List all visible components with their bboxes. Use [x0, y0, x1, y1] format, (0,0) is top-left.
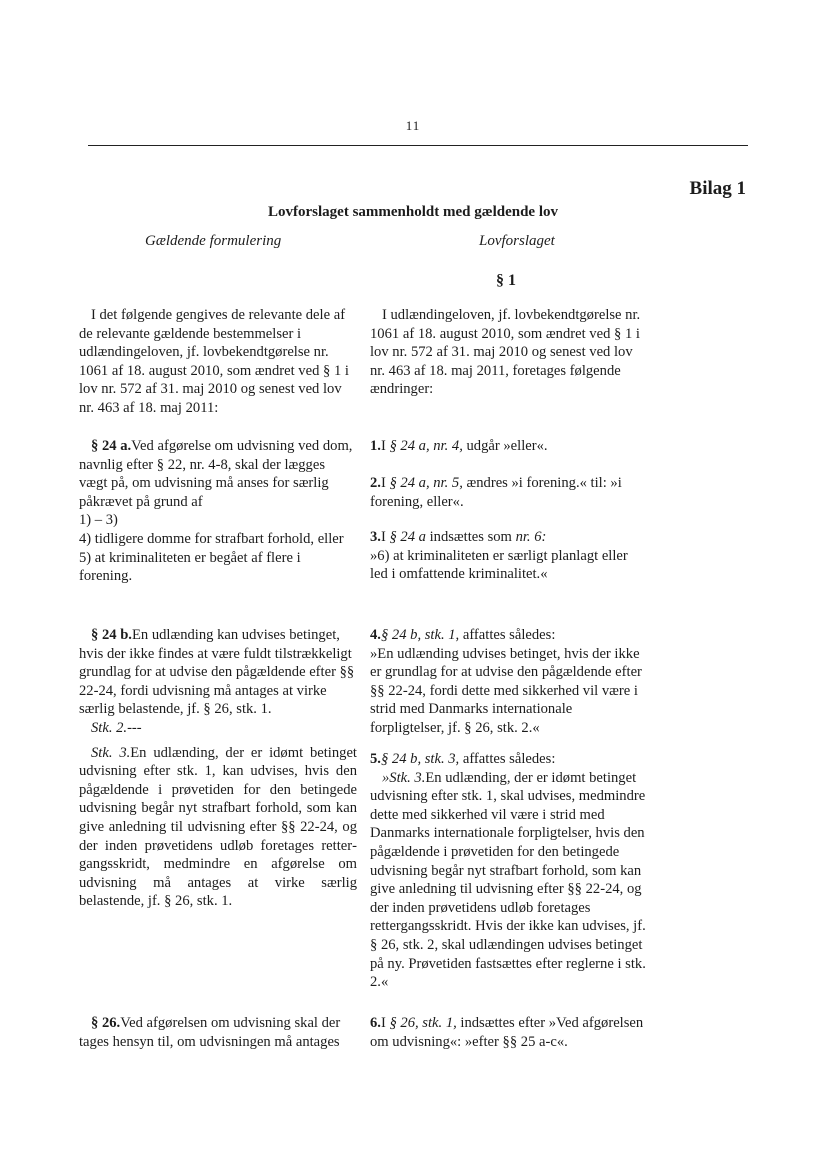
- amendment-4: [370, 626, 648, 738]
- amendment-4-body: »En udlænding udvises betinget, hvis der ikke er grundlag for at udvise den pågældende efter §§ 22-24, fordi dette med sikkerhed vil være i strid med Danmarks internationale forpligtelser, jf. § 26, stk. 2.«: [370, 645, 642, 736]
- amendment-3-prefix: I: [380, 529, 390, 545]
- intro-right-text: I udlændingeloven, jf. lovbekendtgørelse nr. 1061 af 18. august 2010, som ændret ved § 1 i lov nr. 572 af 31. maj 2010 og senest ved lov nr. 463 af 18. maj 2011, foretages følgende ændringer:: [370, 307, 641, 398]
- amendment-5-reference: § 24 b, stk. 3,: [380, 751, 460, 767]
- amendment-3-text: »6) at kriminaliteten er særligt planlagt eller led i omfattende kriminalitet.«: [370, 547, 628, 583]
- amendment-5-body-label: »Stk. 3.: [382, 769, 426, 786]
- section-24a-item-4: 4) tidligere domme for strafbart forhold, eller: [79, 530, 344, 547]
- amendment-4-number: 4.: [370, 627, 381, 643]
- amendment-6: [370, 1014, 648, 1051]
- section-26-current: [79, 1014, 357, 1051]
- section-24a-label: § 24 a.: [91, 438, 132, 454]
- amendment-5-body: En udlænding, der er idømt betinget udvisning efter stk. 1, skal udvises, medmindre dette med sikkerhed vil være i strid med Danmarks internationale forpligtelser, hvis den pågældende i prøvetiden for den betingede udvisning begår nyt strafbart forhold, som kan give anledning til udvisning efter §§ 22-24, og der inden prøvetidens udløb foretages rettergangsskridt. Hvis der ikke kan udvises, jf. § 26, stk. 2, skal udlændingen udvises betinget på ny. Prøvetiden fastsættes efter reglerne i stk. 2.«: [370, 769, 646, 991]
- section-24b-stk3-label: Stk. 3.: [91, 744, 131, 761]
- amendment-6-reference: § 26, stk. 1,: [389, 1015, 457, 1031]
- amendment-6-text: indsættes efter »Ved afgørelsen om udvisning«: »efter §§ 25 a-c«.: [370, 1015, 644, 1050]
- intro-current-law: [79, 306, 357, 418]
- document-title: Lovforslaget sammenholdt med gældende lov: [268, 204, 558, 220]
- amendment-1-text: udgår »eller«.: [462, 438, 548, 454]
- amendment-3-reference-2: nr. 6:: [515, 529, 547, 545]
- amendment-2-reference: § 24 a, nr. 5,: [389, 475, 463, 491]
- section-24b-stk3-text: En udlænding, der er idømt betinget udvisning efter stk. 1, kan udvises, hvis den pågældende i prøvetiden for den betingede udvisning begår nyt strafbart forhold, som kan give anledning til udvisning efter §§ 22-24, og der inden prøvetidens udløb foretages rettergangsskridt, medmindre en afgørelse om udvisning må antages at virke særlig belastende, jf. § 26, stk. 1.: [79, 744, 357, 910]
- section-24b-stk2: Stk. 2.---: [91, 719, 142, 736]
- amendment-4-reference: § 24 b, stk. 1,: [380, 627, 460, 643]
- amendment-4-text: affattes således:: [459, 627, 556, 643]
- amendment-1-number: 1.: [370, 438, 381, 454]
- amendment-2: [370, 474, 648, 511]
- left-column-heading: Gældende formulering: [145, 233, 282, 249]
- intro-proposal: [370, 306, 648, 399]
- amendment-1-reference: § 24 a, nr. 4,: [389, 438, 463, 454]
- section-heading: § 1: [496, 272, 516, 289]
- right-column-heading: Lovforslaget: [479, 233, 555, 249]
- amendment-5: [370, 750, 648, 992]
- section-24a-item-1-3: 1) – 3): [79, 512, 118, 529]
- header-rule: [88, 145, 748, 146]
- page-number: 11: [405, 118, 421, 133]
- section-24a-text: Ved afgørelse om udvisning ved dom, navnlig efter § 22, nr. 4-8, skal der lægges vægt på, om udvisning må anses for særlig påkrævet på grund af: [79, 438, 353, 510]
- amendment-1-prefix: I: [380, 438, 390, 454]
- amendment-1: [370, 437, 648, 456]
- section-24a-current: [79, 437, 357, 586]
- amendment-3: [370, 528, 648, 584]
- amendment-3-number: 3.: [370, 529, 381, 545]
- amendment-6-prefix: I: [380, 1015, 390, 1031]
- section-24b-label: § 24 b.: [91, 627, 132, 643]
- amendment-2-prefix: I: [380, 475, 390, 491]
- section-26-text: Ved afgørelsen om udvisning skal der tages hensyn til, om udvisningen må antages: [79, 1015, 341, 1050]
- section-24a-item-5: 5) at kriminaliteten er begået af flere i forening.: [79, 549, 301, 585]
- amendment-6-number: 6.: [370, 1015, 381, 1031]
- amendment-5-number: 5.: [370, 751, 381, 767]
- section-24b-current: [79, 626, 357, 911]
- amendment-2-text: ændres »i forening.« til: »i forening, eller«.: [370, 475, 622, 510]
- amendment-2-number: 2.: [370, 475, 381, 491]
- amendment-5-text: affattes således:: [459, 751, 556, 767]
- section-26-label: § 26.: [91, 1015, 121, 1031]
- appendix-label: Bilag 1: [689, 178, 746, 199]
- section-24b-text: En udlænding kan udvises betinget, hvis der ikke findes at være fuldt tilstrækkeligt grundlag for at udvise den pågældende efter §§ 22-24, fordi udvisning må antages at virke særlig belastende, jf. § 26, stk. 1.: [79, 627, 355, 718]
- intro-left-text: I det følgende gengives de relevante dele af de relevante gældende bestemmelser i udlændingeloven, jf. lovbekendtgørelse nr. 1061 af 18. august 2010, som ændret ved § 1 i lov nr. 572 af 31. maj 2010 og senest ved lov nr. 463 af 18. maj 2011:: [79, 307, 349, 416]
- amendment-3-reference: § 24 a: [389, 529, 426, 545]
- amendment-3-mid: indsættes som: [425, 529, 516, 545]
